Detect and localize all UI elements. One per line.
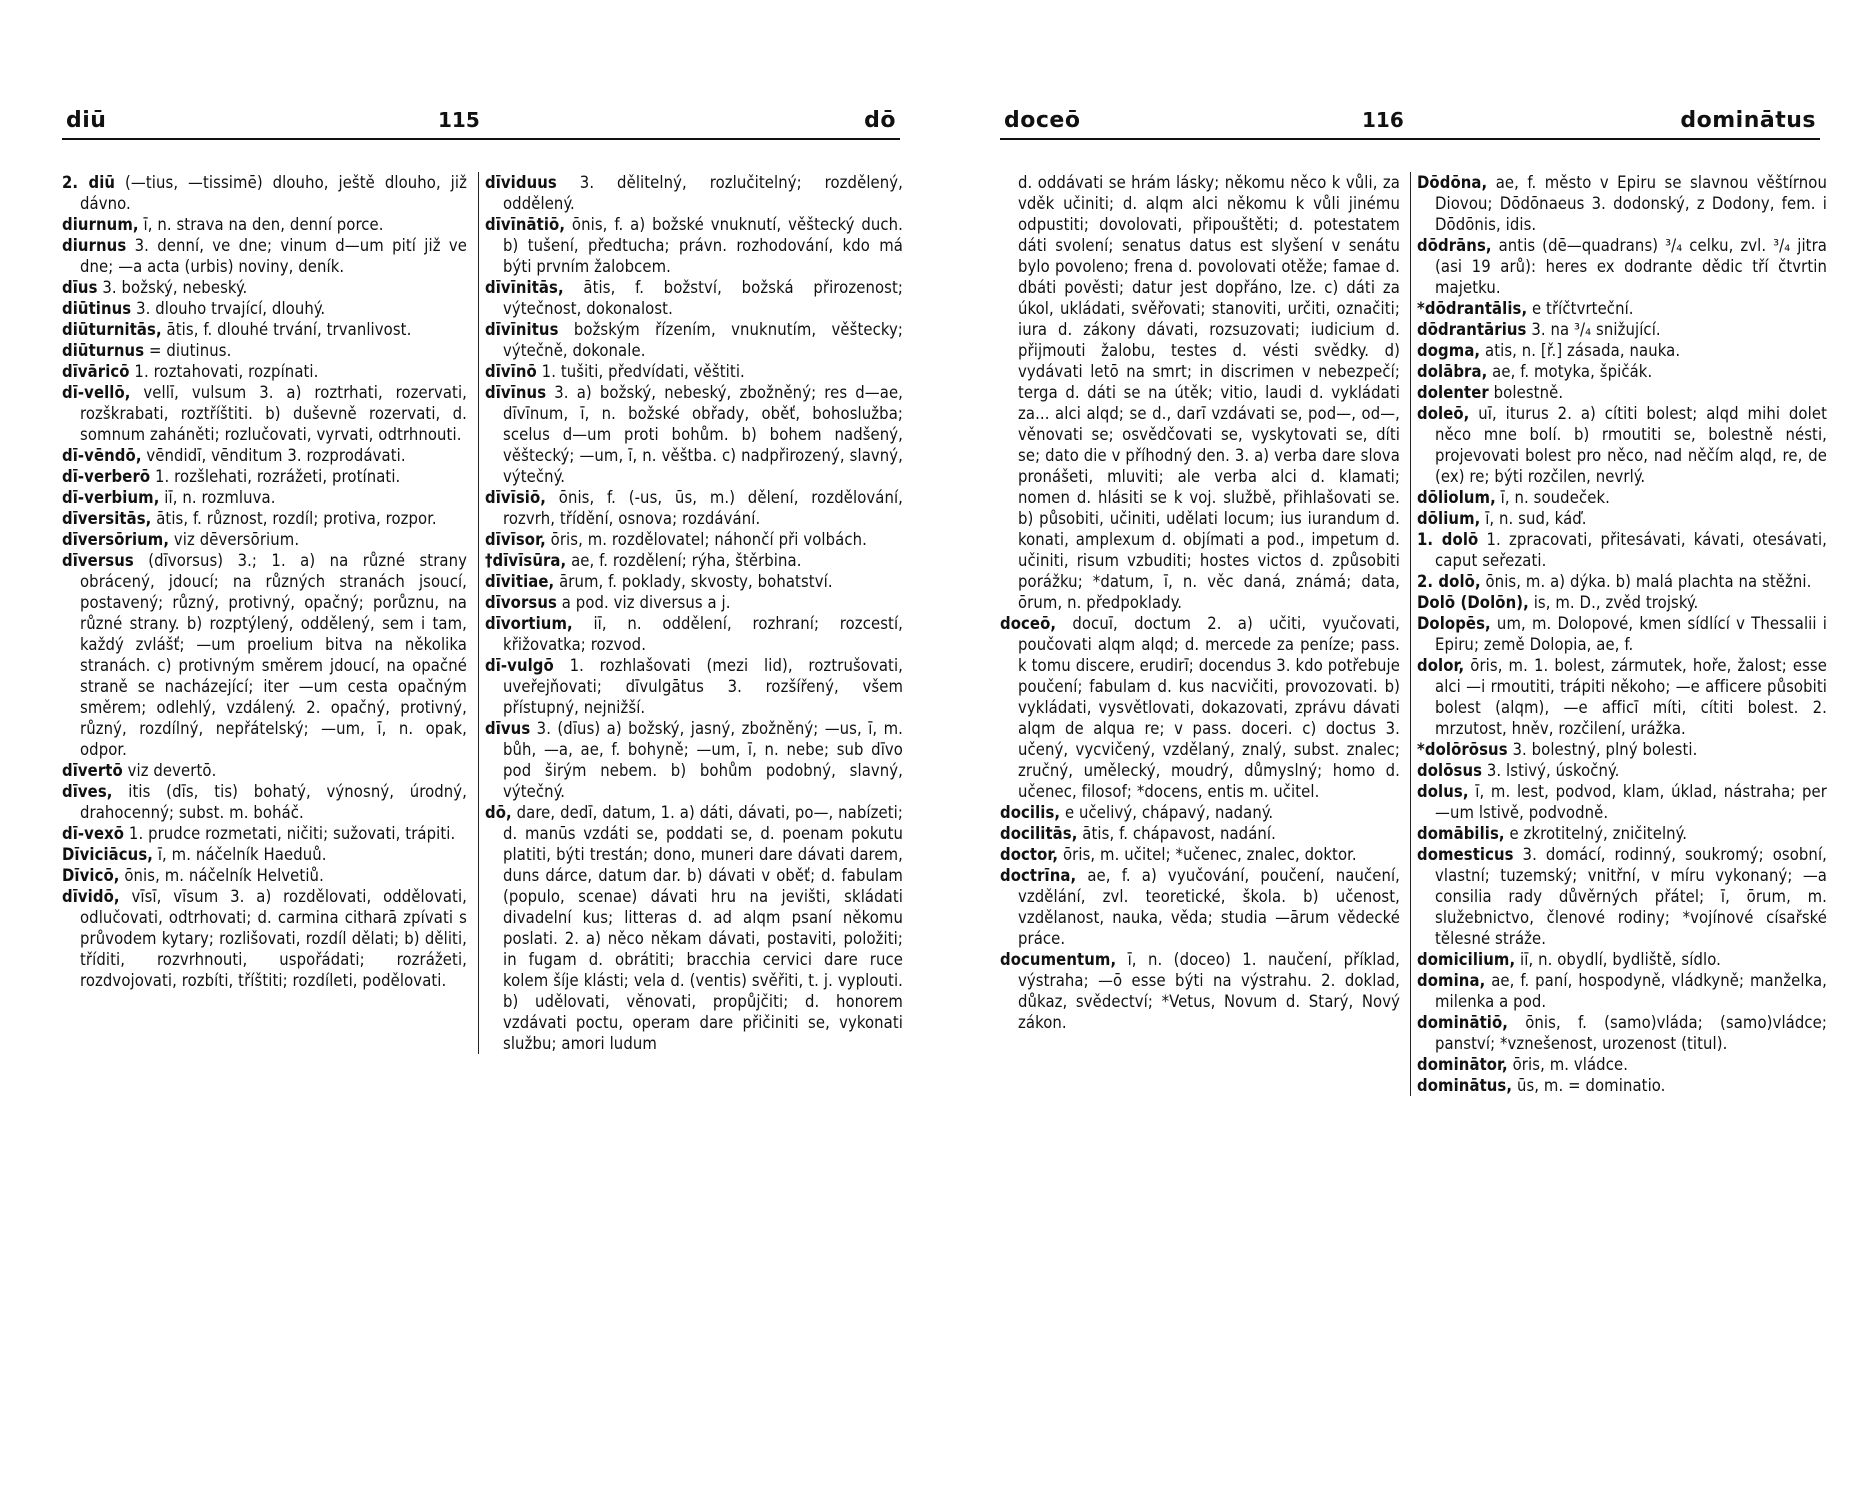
entry-definition: 3. božský, nebeský. — [97, 278, 248, 297]
dictionary-entry — [62, 172, 467, 214]
entry-headword: dīviduus — [485, 173, 557, 192]
dictionary-entry — [1417, 739, 1827, 760]
entry-headword: dōlium, — [1417, 509, 1481, 528]
entry-definition: ōnis, m. náčelník Helvetiů. — [119, 866, 324, 885]
dictionary-entry — [485, 277, 903, 319]
entry-headword: dōdrāns, — [1417, 236, 1492, 255]
entry-definition: iī, n. obydlí, bydliště, sídlo. — [1515, 950, 1721, 969]
entry-definition: ōris, m. učitel; *učenec, znalec, doktor. — [1058, 845, 1357, 864]
entry-headword: *dōdrantālis, — [1417, 299, 1528, 318]
entry-headword: dīus — [62, 278, 98, 297]
entry-headword: docilitās, — [1000, 824, 1078, 843]
entry-definition: 1. tušiti, předvídati, věštiti. — [536, 362, 745, 381]
entry-headword: 2. dolō, — [1417, 572, 1481, 591]
dictionary-entry — [1417, 403, 1827, 487]
dictionary-entry — [1417, 571, 1827, 592]
dictionary-entry — [62, 508, 467, 529]
dictionary-entry — [485, 802, 903, 1054]
dictionary-entry — [485, 319, 903, 361]
entry-definition: docuī, doctum 2. a) učiti, vyučovati, poučovati alqm alqd; d. mercede za peníze; pass. k tomu discere, erudirī; docendus 3. kdo potřebuje poučení; fabulam d. kus nacvičiti, provozovati. b) vykládati, vysvětlovati, dokazovati, zprávu dávati alqm de alqua re; v pass. doceri. c) doctus 3. učený, vycvičený, vzdělaný, znalý, subst. znalec; zručný, umělecký, moudrý, důmyslný; homo d. učenec, filosof; *docens, entis m. učitel. — [1018, 614, 1400, 801]
dictionary-entry — [62, 319, 467, 340]
dictionary-entry — [62, 298, 467, 319]
entry-headword: dominātiō, — [1417, 1013, 1508, 1032]
entry-headword: dīves, — [62, 782, 113, 801]
entry-headword: doctor, — [1000, 845, 1059, 864]
dictionary-entry — [1417, 319, 1827, 340]
entry-definition: = diutinus. — [144, 341, 232, 360]
dictionary-entry — [1417, 613, 1827, 655]
entry-definition: um, m. Dolopové, kmen sídlící v Thessalii i Epiru; země Dolopia, ae, f. — [1435, 614, 1827, 654]
entry-headword: dolus, — [1417, 782, 1469, 801]
entry-headword: dominātus, — [1417, 1076, 1513, 1095]
page-number: 115 — [438, 108, 480, 132]
entry-headword: dīvīsor, — [485, 530, 546, 549]
dictionary-entry — [1417, 949, 1827, 970]
dictionary-entry — [485, 592, 903, 613]
entry-definition: 1. rozšlehati, rozrážeti, protínati. — [150, 467, 401, 486]
entry-definition: 3. (dīus) a) božský, jasný, zbožněný; —us, ī, m. bůh, —a, ae, f. bohyně; —um, ī, n. nebe; sub dīvo pod širým nebem. b) bohům podobný, slavný, výtečný. — [503, 719, 903, 801]
entry-headword: dīvīsiō, — [485, 488, 547, 507]
dictionary-entry — [62, 823, 467, 844]
entry-headword: Dōdōna, — [1417, 173, 1488, 192]
entry-definition: vellī, vulsum 3. a) roztrhati, rozervati, rozškrabati, roztříštiti. b) duševně rozervati, d. somnum zaháněti; rozlučovati, vyrvati, odtrhnouti. — [80, 383, 467, 444]
dictionary-entry — [1417, 235, 1827, 298]
dictionary-entry — [1417, 1054, 1827, 1075]
dictionary-entry — [62, 487, 467, 508]
entry-definition: ōnis, f. (-us, ūs, m.) dělení, rozdělování, rozvrh, třídění, osnova; rozdávání. — [503, 488, 903, 528]
entry-definition: ātis, f. božství, božská přirozenost; výtečnost, dokonalost. — [503, 278, 903, 318]
dictionary-column-2 — [478, 172, 903, 1054]
dictionary-entry — [62, 445, 467, 466]
dictionary-entry — [62, 529, 467, 550]
entry-headword: dīvāricō — [62, 362, 130, 381]
dictionary-entry — [1000, 865, 1400, 949]
dictionary-entry — [62, 760, 467, 781]
dictionary-entry — [62, 466, 467, 487]
entry-definition: ī, n. sud, káď. — [1480, 509, 1587, 528]
entry-headword: dīvus — [485, 719, 531, 738]
dictionary-entry — [1417, 823, 1827, 844]
entry-headword: dīvorsus — [485, 593, 557, 612]
entry-headword: domābilis, — [1417, 824, 1505, 843]
entry-headword: doleō, — [1417, 404, 1470, 423]
dictionary-entry — [1417, 361, 1827, 382]
entry-headword: 2. diū — [62, 173, 116, 192]
entry-headword: domicilium, — [1417, 950, 1516, 969]
entry-headword: Dīviciācus, — [62, 845, 154, 864]
dictionary-entry — [485, 214, 903, 277]
dictionary-entry — [485, 571, 903, 592]
dictionary-entry — [485, 655, 903, 718]
entry-headword: dīvīnus — [485, 383, 547, 402]
entry-definition: e zkrotitelný, zničitelný. — [1504, 824, 1688, 843]
dictionary-entry — [62, 361, 467, 382]
dictionary-entry — [485, 550, 903, 571]
dictionary-entry — [1000, 172, 1400, 613]
dictionary-entry — [1417, 592, 1827, 613]
dictionary-entry — [1417, 487, 1827, 508]
entry-headword: dīvertō — [62, 761, 123, 780]
dictionary-entry — [62, 340, 467, 361]
dictionary-entry — [62, 550, 467, 760]
dictionary-entry — [62, 844, 467, 865]
entry-headword: dōdrantārius — [1417, 320, 1527, 339]
entry-definition: ī, n. (doceo) 1. naučení, příklad, výstraha; —ō esse býti na výstrahu. 2. doklad, důkaz, svědectví; *Vetus, Novum d. Starý, Nový zákon. — [1018, 950, 1400, 1032]
entry-headword: *dolōrōsus — [1417, 740, 1508, 759]
dictionary-entry — [1000, 823, 1400, 844]
entry-definition: is, m. D., zvěd trojský. — [1528, 593, 1699, 612]
dictionary-entry — [1417, 508, 1827, 529]
dictionary-entry — [62, 865, 467, 886]
entry-headword: diurnum, — [62, 215, 139, 234]
dictionary-entry — [1000, 613, 1400, 802]
entry-definition: e tříčtvrteční. — [1527, 299, 1634, 318]
entry-headword: doceō, — [1000, 614, 1057, 633]
entry-headword: dīvīnitus — [485, 320, 559, 339]
entry-headword: dī-vulgō — [485, 656, 554, 675]
dictionary-entry — [1417, 298, 1827, 319]
dictionary-entry — [1417, 655, 1827, 739]
right-page-header — [1000, 108, 1820, 140]
entry-headword: documentum, — [1000, 950, 1117, 969]
dictionary-entry — [485, 529, 903, 550]
entry-definition: 3. na ³/₄ snižující. — [1526, 320, 1661, 339]
left-page — [62, 108, 903, 1468]
guide-word-left: doceō — [1004, 108, 1081, 133]
entry-definition: ōris, m. rozdělovatel; náhončí při volbách. — [545, 530, 867, 549]
entry-headword: dī-vellō, — [62, 383, 131, 402]
page-number: 116 — [1362, 108, 1404, 132]
dictionary-column-3 — [1000, 172, 1400, 1033]
entry-definition: 3. dlouho trvající, dlouhý. — [131, 299, 326, 318]
entry-definition: 1. zpracovati, přitesávati, kávati, otesávati, caput seřezati. — [1435, 530, 1828, 570]
entry-headword: docilis, — [1000, 803, 1061, 822]
entry-definition: ātis, f. chápavost, nadání. — [1077, 824, 1276, 843]
dictionary-entry — [1417, 340, 1827, 361]
entry-headword: dīvīnō — [485, 362, 537, 381]
right-page — [1000, 108, 1828, 1468]
entry-headword: dolenter — [1417, 383, 1489, 402]
dictionary-entry — [1000, 802, 1400, 823]
entry-definition: ī, n. strava na den, denní porce. — [138, 215, 384, 234]
entry-headword: diūtinus — [62, 299, 132, 318]
dictionary-entry — [485, 382, 903, 487]
entry-headword: dīvidō, — [62, 887, 120, 906]
dictionary-entry — [1417, 1075, 1827, 1096]
entry-headword: dī-vexō — [62, 824, 125, 843]
dictionary-entry — [485, 172, 903, 214]
dictionary-entry — [1417, 382, 1827, 403]
dictionary-entry — [62, 214, 467, 235]
entry-definition: ōris, m. vládce. — [1507, 1055, 1629, 1074]
entry-headword: diurnus — [62, 236, 127, 255]
entry-definition: ōris, m. 1. bolest, zármutek, hoře, žalost; esse alci —i rmoutiti, trápiti někoho; —e afficere působiti bolest (alqm), —e afficī míti, cítiti bolest. 2. mrzutost, hněv, rozčilení, urážka. — [1435, 656, 1827, 738]
entry-definition: ātis, f. různost, rozdíl; protiva, rozpor. — [151, 509, 437, 528]
entry-definition: božským řízením, vnuknutím, věštecky; výtečně, dokonale. — [503, 320, 903, 360]
guide-word-right: dō — [864, 108, 896, 133]
entry-headword: dī-verbium, — [62, 488, 160, 507]
entry-headword: domina, — [1417, 971, 1486, 990]
dictionary-entry — [1417, 529, 1827, 571]
entry-headword: dōliolum, — [1417, 488, 1496, 507]
entry-definition: vīsī, vīsum 3. a) rozdělovati, oddělovati, odlučovati, odtrhovati; d. carmina citharā zpívati s průvodem kytary; rozlišovati, rozdíl dělati; b) děliti, tříditi, rozvrhnouti, uspořádati; rozrážeti, rozdvojovati, rozbíti, tříštiti; rozdíleti, podělovati. — [80, 887, 467, 990]
entry-definition: viz dēversōrium. — [169, 530, 300, 549]
entry-definition: atis, n. [ř.] zásada, nauka. — [1480, 341, 1681, 360]
guide-word-right: dominātus — [1680, 108, 1816, 133]
entry-definition: 1. roztahovati, rozpínati. — [129, 362, 319, 381]
entry-definition: antis (dē—quadrans) ³/₄ celku, zvl. ³/₄ jitra (asi 19 arů): heres ex dodrante dědic tří čtvrtin majetku. — [1435, 236, 1827, 297]
entry-definition: e učelivý, chápavý, nadaný. — [1060, 803, 1274, 822]
entry-definition: d. oddávati se hrám lásky; někomu něco k vůli, za vděk učiniti; d. alqm alci někomu k vůli jinému odpustiti; dovolovati, připouštěti; d. potestatem dáti svolení; senatus datus est slyšení v senátu bylo povoleno; frena d. povolovati otěže; famae d. dbáti pověsti; datur jest dopřáno, lze. c) dáti za úkol, ukládati, svěřovati; stanoviti, určiti, označiti; iura d. zákony dávati, rozsuzovati; iudicium d. přijmouti žalobu, testes d. vésti svědky. d) vydávati letō na smrt; in discrimen v nebezpečí; terga d. dáti se na útěk; vitio, laudi d. vykládati za... alci alqd; se d., darī vzdávati se, pod—, od—, věnovati se; osvědčovati se, vyskytovati se, díti se; dato die v příhodný den. 3. a) verba dare slova pronášeti, mluviti; ale verba alci d. klamati; nomen d. hlásiti se k voj. službě, přihlašovati se. b) působiti, učiniti, udělati locum; ius iurandum d. konati, amplexum d. objímati a pod., impetum d. učiniti, risum vzbuditi; hostes victos d. způsobiti porážku; *datum, ī, n. věc daná, známá; data, ōrum, n. předpoklady. — [1018, 173, 1400, 612]
entry-headword: †dīvīsūra, — [485, 551, 567, 570]
entry-headword: dolor, — [1417, 656, 1465, 675]
entry-headword: diūturnitās, — [62, 320, 162, 339]
entry-headword: dominātor, — [1417, 1055, 1508, 1074]
dictionary-entry — [1417, 172, 1827, 235]
entry-definition: uī, iturus 2. a) cítiti bolest; alqd mihi dolet něco mne bolí. b) rmoutiti se, bolestně nésti, projevovati bolest pro něco, nad něčím alqd, re, de (ex) re; býti rozčilen, nevrlý. — [1435, 404, 1827, 486]
entry-headword: diūturnus — [62, 341, 145, 360]
entry-definition: 3. a) božský, nebeský, zbožněný; res d—ae, dīvīnum, ī, n. božské obřady, oběť, bohoslužba; scelus d—um proti bohům. b) bohem nadšený, věštecký; —um, ī, n. věštba. c) nadpřirozený, slavný, výtečný. — [503, 383, 903, 486]
dictionary-entry — [1417, 760, 1827, 781]
entry-definition: a pod. viz diversus a j. — [556, 593, 731, 612]
entry-definition: ae, f. město v Epiru se slavnou věštírnou Diovou; Dōdōnaeus 3. dodonský, z Dodony, fem. i Dōdōnis, idis. — [1435, 173, 1827, 234]
entry-definition: iī, n. rozmluva. — [159, 488, 276, 507]
dictionary-entry — [62, 235, 467, 277]
entry-definition: ae, f. a) vyučování, poučení, naučení, vzdělání, zvl. teoretické, škola. b) učenost, vzdělanost, nauka, věda; studia —ārum vědecké práce. — [1018, 866, 1400, 948]
entry-headword: dīversus — [62, 551, 134, 570]
entry-definition: viz devertō. — [122, 761, 217, 780]
entry-definition: 3. domácí, rodinný, soukromý; osobní, vlastní; tuzemský; vnitřní, v míru vykonaný; —a consilia rady důvěrných přátel; ī, ōrum, m. služebnictvo, členové rodiny; *vojínové císařské tělesné stráže. — [1435, 845, 1827, 948]
entry-headword: dī-vēndō, — [62, 446, 142, 465]
entry-definition: ae, f. paní, hospodyně, vládkyně; manželka, milenka a pod. — [1435, 971, 1827, 1011]
dictionary-column-4 — [1410, 172, 1827, 1096]
entry-headword: dīvīnātiō, — [485, 215, 566, 234]
entry-headword: 1. dolō — [1417, 530, 1479, 549]
entry-definition: 1. prudce rozmetati, ničiti; sužovati, trápiti. — [124, 824, 456, 843]
entry-headword: doctrīna, — [1000, 866, 1077, 885]
entry-definition: 3. lstivý, úskočný. — [1482, 761, 1620, 780]
entry-definition: ae, f. motyka, špičák. — [1487, 362, 1653, 381]
guide-word-left: diū — [66, 108, 107, 133]
entry-headword: dō, — [485, 803, 512, 822]
entry-headword: dolōsus — [1417, 761, 1483, 780]
dictionary-entry — [1000, 949, 1400, 1033]
entry-definition: ārum, f. poklady, skvosty, bohatství. — [554, 572, 833, 591]
entry-headword: dolābra, — [1417, 362, 1488, 381]
dictionary-entry — [485, 613, 903, 655]
entry-definition: (—tius, —tissimē) dlouho, ještě dlouho, již dávno. — [80, 173, 468, 213]
left-page-header — [62, 108, 900, 140]
entry-definition: 3. denní, ve dne; vinum d—um pití již ve dne; —a acta (urbis) noviny, deník. — [80, 236, 467, 276]
entry-definition: 3. bolestný, plný bolesti. — [1507, 740, 1698, 759]
entry-headword: Dolopēs, — [1417, 614, 1491, 633]
dictionary-entry — [62, 781, 467, 823]
entry-definition: ī, m. náčelník Haeduů. — [153, 845, 327, 864]
dictionary-entry — [485, 718, 903, 802]
dictionary-entry — [485, 487, 903, 529]
dictionary-entry — [1417, 844, 1827, 949]
entry-headword: dīvortium, — [485, 614, 573, 633]
entry-definition: (dīvorsus) 3.; 1. a) na různé strany obrácený, jdoucí; na různých stranách jsoucí, postavený; různý, protivný, opačný; porůznu, na různé strany. b) rozptýlený, oddělený, sem i tam, každý zvlášť; —um proelium bitva na několika stranách. c) protivným směrem jdoucí, na opačné straně se nacházející; iter —um cesta opačným směrem; odlehlý, vzdálený. 2. opačný, protivný, různý, rozdílný, nepřátelský; —um, ī, n. opak, odpor. — [80, 551, 467, 759]
entry-headword: dīversitās, — [62, 509, 152, 528]
entry-definition: vēndidī, vēnditum 3. rozprodávati. — [141, 446, 406, 465]
entry-definition: 1. rozhlašovati (mezi lid), roztrušovati, uveřejňovati; dīvulgātus 3. rozšířený, všem přístupný, nejnižší. — [503, 656, 903, 717]
entry-headword: dīvitiae, — [485, 572, 555, 591]
dictionary-entry — [485, 361, 903, 382]
entry-definition: ae, f. rozdělení; rýha, štěrbina. — [566, 551, 802, 570]
entry-definition: ūs, m. = dominatio. — [1512, 1076, 1666, 1095]
dictionary-entry — [62, 886, 467, 991]
dictionary-entry — [62, 277, 467, 298]
entry-definition: ī, m. lest, podvod, klam, úklad, nástraha; per —um lstivě, podvodně. — [1435, 782, 1827, 822]
entry-definition: ōnis, f. (samo)vláda; (samo)vládce; panství; *vznešenost, urozenost (titul). — [1435, 1013, 1827, 1053]
entry-definition: ōnis, f. a) božské vnuknutí, věštecký duch. b) tušení, předtucha; právn. rozhodování, kdo má býti prvním žalobcem. — [503, 215, 903, 276]
entry-definition: bolestně. — [1488, 383, 1564, 402]
entry-headword: dīvīnitās, — [485, 278, 564, 297]
dictionary-entry — [1000, 844, 1400, 865]
entry-headword: Dolō (Dolōn), — [1417, 593, 1529, 612]
entry-headword: domesticus — [1417, 845, 1514, 864]
entry-definition: ātis, f. dlouhé trvání, trvanlivost. — [161, 320, 412, 339]
entry-definition: ōnis, m. a) dýka. b) malá plachta na stěžni. — [1480, 572, 1812, 591]
entry-definition: dare, dedī, datum, 1. a) dáti, dávati, po—, nabízeti; d. manūs vzdáti se, poddati se, d. poenam pokutu platiti, býti trestán; dono, muneri dare dávati darem, duns dárce, datum dar. b) dávati v oběť; d. fabulam (populo, scenae) dávati hru na jevišti, skládati divadelní kus; litteras d. ad alqm psaní někomu poslati. 2. a) něco někam dávati, postaviti, položiti; in fugam d. obrátiti; bracchia cervici dare ruce kolem šíje klásti; vela d. (ventis) svěřiti, t. j. vyplouti. b) udělovati, věnovati, propůjčiti; d. honorem vzdávati poctu, operam dare přičiniti se, vykonati službu; amori ludum — [503, 803, 903, 1053]
entry-headword: dīversōrium, — [62, 530, 170, 549]
dictionary-entry — [1417, 1012, 1827, 1054]
dictionary-entry — [1417, 970, 1827, 1012]
entry-headword: dogma, — [1417, 341, 1481, 360]
dictionary-column-1 — [62, 172, 467, 991]
entry-definition: 3. dělitelný, rozlučitelný; rozdělený, oddělený. — [503, 173, 903, 213]
entry-definition: ī, n. soudeček. — [1495, 488, 1610, 507]
dictionary-entry — [1417, 781, 1827, 823]
dictionary-entry — [62, 382, 467, 445]
entry-definition: iī, n. oddělení, rozhraní; rozcestí, křižovatka; rozvod. — [503, 614, 903, 654]
entry-definition: itis (dīs, tis) bohatý, výnosný, úrodný, drahocenný; subst. m. boháč. — [80, 782, 467, 822]
entry-headword: dī-verberō — [62, 467, 151, 486]
entry-headword: Dīvicō, — [62, 866, 120, 885]
